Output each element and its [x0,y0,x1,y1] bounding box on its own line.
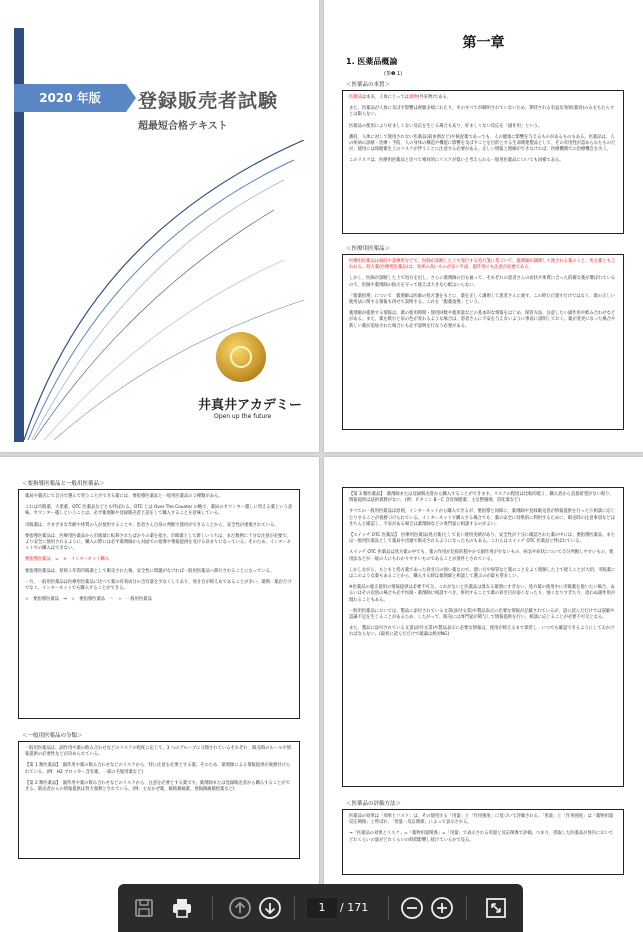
paragraph: 護持、人体に対して使用されない医薬品(殺虫剤など)や検査薬であっても、人の健康に影響を与えるものがあるものもある。医薬品は、人の疾病の診断・治療・予防、人の身体の構造や機能に影響を及ぼすことを目的とする生命関連製品として、その有用性が認められたものだが、使用には保健衛生上のリスクが伴うことに注意する必要がある。正しい情報と理解ができなければ、医療機関での治療機会を失う。 [349,134,616,153]
text-box [342,487,624,787]
paragraph: ☆ 要指導医薬品 ⇒ ☆ 要指導医薬品 ＝ ☆ 一般用医薬品 [25,597,152,603]
toolbar-separator [388,896,389,920]
cover-subtitle: 超最短合格テキスト [138,121,228,132]
box-label: ＜一般用医薬品の分類＞ [22,733,83,739]
paragraph: また、製品に添付されている文書(添付文書)や製品表示に必要な情報は、使用が終えるまで保管し、いつでも確認できるようにしておかければならない。(最初に読んだだけで破棄は絶対NG) [349,626,615,638]
paragraph: 一般用医薬品においては、製品に添付されている文書(添付文書)や製品表示に必要な情報が記載されているが、読に読んだだけでは誤解や認識不足を生じることがあるため、したがって、販売には専門家が関与して情報提供を行い、相談に応じることが必要不可欠となる。 [349,608,615,621]
text-box [342,809,624,875]
box-label: ＜要指導医薬品と一般用医薬品＞ [22,481,105,487]
text-box [342,90,624,234]
paragraph: これは市販薬、大衆薬、OTC 医薬品などとも呼ばれる。OTC とは Over The Counter の略で、薬局のカウンター越しに買える薬という意味。カウンター越しということは、必ず薬剤師や登録販売者と話をして購入することを意味している。 [25,505,293,517]
paragraph: 医療用医薬品は病院や診療所などで、医師が診断した上で発行する処方箋に基づいて、薬剤師が調剤して渡される薬のこと。処方薬とも言われる。処方薬(医療用医薬品)は、効果の高いものが多い半面、副作用にも注意が必要である。 [349,259,616,271]
chapter-title: 第一章 [462,35,505,51]
page-cover [0,0,319,452]
paragraph: 要指導医薬品 = × インターネット購入 [25,557,110,563]
page-number-input[interactable]: 1 [307,898,337,918]
toolbar-separator [466,896,467,920]
paragraph: 医薬品の使用により好ましくない反応を生じる場合もあり、好ましくない反応を「副作用」という。 [349,123,543,129]
paragraph: また、医薬品が人体に及ぼす影響は複雑多岐にわたり、そのすべてが解明されていないため、期待される有益な効果(薬効)のみをもたらすとは限らない。 [349,106,615,118]
paragraph: 【第 1 類医薬品】 副作用や薬の飲み合わせなどのリスクから、特に注意を必要とする薬。そのため、薬剤師による情報提供が義務付けられている。(例：H2 ブロッカー含有薬、一部の毛髪用薬など) [25,763,291,775]
academy-logo-icon [216,332,266,382]
text-box [18,489,300,719]
section-title: 1. 医薬品概論 [346,57,398,66]
arrow-up-icon[interactable] [228,896,252,920]
paragraph: しかしながら、もともと処方薬であった効き目の強い薬なので、使い方や保管など薬のことをよく理解した上で使うことが大切。市販薬にはこのような薬もあることから、購入する時は薬剤師と相談して選ぶのが最も望ましい。 [349,567,616,580]
paragraph: 一般用医薬品は、副作用や薬の飲み合わせなどのリスクの程度に応じて、3 つのグループに分類されているそれぞれ、販売時のルールや情報提供の必要性などが決められている。 [25,746,291,758]
paragraph: 【スイッチ OTC 医薬品】 医療用医薬品(処方薬)として長い使用実績があり、安全性が十分に確認された薬の中には、要指導医薬品、または一般用医薬品として薬局や店頭で販売されるようになったものもある。これらはスイッチ OTC 医薬品と呼ばれている。 [349,533,616,545]
academy-tagline: Open up the future [214,413,272,420]
paragraph: 「服薬指導」について 薬剤師は医師の処方箋をもとに、薬を正しく調剤して患者さんに渡す。この時ただ渡すだけではなく、薬の正しい使用法に関する情報も併せて説明する。これを「服薬指導」という。 [349,293,615,306]
cover-title: 登録販売者試験 [138,90,279,112]
toolbar-separator [212,896,213,920]
page-chapter-one [324,0,643,452]
academy-name: 井真井アカデミー [198,398,302,413]
text-box [18,741,300,859]
paragraph: このリスクは、医療用医薬品と比べて相対的にリスクが低いと考えられる一般用医薬品についても同様である。 [349,158,564,164]
page-total: / 171 [340,901,369,914]
paragraph: 市販薬は、さまざまな年齢や体質の人が使用することや、患者さん自身の判断で使用ができることから、安全性が重視されている。 [25,522,279,528]
paragraph: ※医薬品の適正使用の情報提供は必要不可欠。これがないと医薬品は異なる薬剤にすぎない。処方薬の使用中に市販薬を使いたい場合、あるいはその次別の場合も必ず医師・薬剤師に相談すべき。併用することで薬の効き目が弱くなったり、強くなりすぎたり、思わぬ副作用が現れることもある。 [349,585,616,603]
box-label: ＜医薬品の評価方法＞ [346,801,402,807]
paragraph: 【第 3 類医薬品】 薬剤師または登録販売者から購入することができます。リスクの程度は比較的低く、購入者から直接希望がない限り、情報提供は法的義務がない。(例：ビタミン B・C 含有保健薬、主な整腸剤、消化薬など) [349,492,614,504]
paragraph: →「医薬品の効果とリスク」=「薬物用量関係」=「用量」で表示される用量と反応関係で評価。つまり、摂取した医薬品が体内においてどれくらいの量がどれくらいの時間影響し続けているかで見る。 [349,831,614,843]
paragraph: しかし、医師が診断した上で処方を出し、さらに薬剤師の目も通って、それぞれの患者さんの症状や体質に合った的確な薬が選ばれているので、医師や薬剤師の指示を守って使えば大きな心配はいらない。 [349,276,616,288]
text-box [342,254,624,430]
save-icon[interactable] [132,896,156,920]
paragraph: スイッチ OTC 医薬品は処方薬の中でも、薬の作用が比較的穏やかで副作用が少ないもの、病気や症状について自分判断しやすいもの、使用法などが一般の人にもわかりやすいものであることが条件とされている。 [349,550,614,562]
paragraph: 要指導医薬品は、医療用医薬品から市販薬に転移されたばかりの薬を指す。市販薬として新しいうちは、まだ数例に十分な注意が必要で、より安全に使用されるように、購入の際には必ず薬剤師から対面での指導や情報提供を受ける決まりになっている。そのため、インターネットでの購入はできない。 [25,533,291,552]
paragraph: 薬局や薬店にて自分で選んで買うことができる薬には、要指導医薬品と一般用医薬品の２種類がある。 [25,494,223,499]
box-label: ＜医薬品の本質＞ [346,82,391,88]
arrow-down-icon[interactable] [258,896,282,920]
zoom-in-icon[interactable] [430,896,454,920]
paragraph: 【第 2 類医薬品】 副作用や薬の飲み合わせなどのリスクから、注意を必要とする薬です。薬剤師または登録販売者から購入することができる。販売者からの情報提供は努力義務とされている。(例：主なかぜ薬、解熱鎮痛薬、胃腸鎮痛鎮痙薬など) [25,780,290,793]
pdf-toolbar [118,884,523,932]
year-badge [14,84,126,112]
toolbar-separator [294,896,295,920]
paragraph: 医薬品は本来、人体にとっては異物(外来物)である。 [349,95,452,100]
section-reference: (参❶ 1) [384,71,403,77]
page-four [324,457,643,932]
paragraph: すべての一般用医薬品は原則、インターネットから購入できるが、要指導と同様に、薬剤師や登録販売者が情報提供を行ったり相談に応じたりすることが義務づけられている。インターネットで購入する場合でも、薬の安全に効果的に利用するために、販売時の注意事項などはきちんと確認し、不安がある場合は薬剤師などの専門家に相談するのがよい。 [349,509,616,527]
paragraph: 要指導医薬品は、原則３年間市販薬として販売された後、安全性に問題がなければ一般用医薬品へ移行されることになっている。 [25,568,275,574]
fit-page-icon[interactable] [484,896,508,920]
page-three [0,457,319,932]
paragraph: 薬剤師が提供する情報は、薬の使用時間・使用回数や使用量などの基本的な情報をはじめ、保管方法、注意したい副作用や飲み合わせなどがある。また、薬を飲むと尿の色が変わるような場合は、患者さんに不安を与えないように事前に説明しておく。薬が変更になった場合や新しい薬が追加された場合にも必ず説明を行なう必要がある。 [349,311,616,329]
paragraph: 医薬品の効果は「効果とリスク」は、その使用する「用量」と「作用強度」に基づいて評価される。「用量」と「作用強度」は「薬物用量反応関係」と呼ばれ、「用量－反応関係」によって表示される。 [349,814,614,826]
zoom-out-icon[interactable] [400,896,424,920]
print-icon[interactable] [170,896,194,920]
year-label: 2020 年版 [39,91,101,105]
paragraph: 一方、一般用医薬品は医療用医薬品に比べて薬の有効成分の含有量を少なくしてあり、効き目が抑えめであることが多い。薬剤・薬店だけでなく、インターネットでも購入することができる。 [25,579,292,592]
box-label: ＜医療用医薬品＞ [346,246,391,252]
